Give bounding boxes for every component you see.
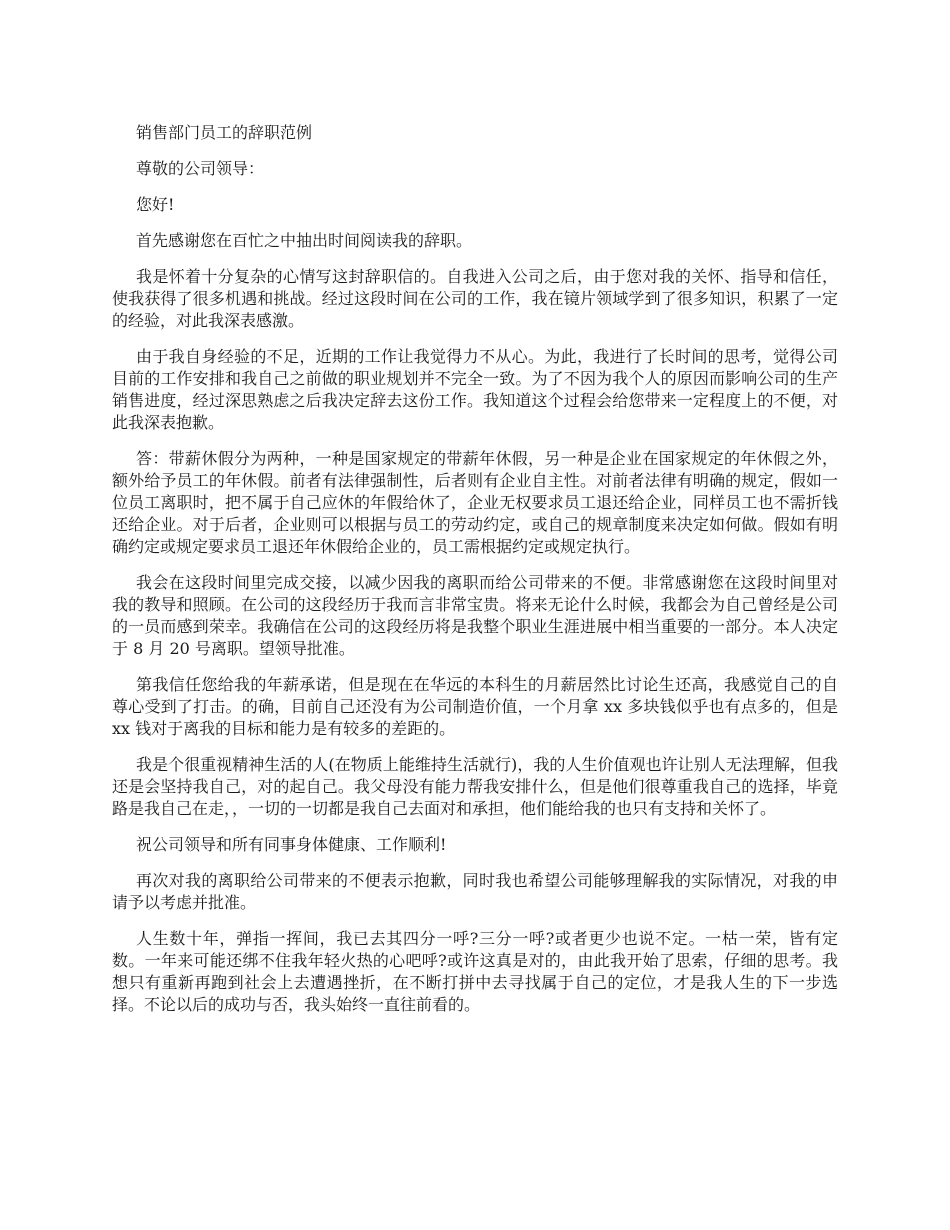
closing-wish: 祝公司领导和所有同事身体健康、工作顺利! [136, 835, 447, 854]
body-paragraph: 再次对我的离职给公司带来的不便表示抱歉，同时我也希望公司能够理解我的实际情况，对我的申请予以考虑并批准。 [112, 871, 838, 912]
body-paragraph: 我会在这段时间里完成交接，以减少因我的离职而给公司带来的不便。非常感谢您在这段时间里对我的教导和照顾。在公司的这段经历于我而言非常宝贵。将来无论什么时候，我都会为自己曾经是公司的一员而感到荣幸。我确信在公司的这段经历将是我整个职业生涯进展中相当重要的一部分。本人决定于 8 月 20 号离职。望领导批准。 [112, 573, 838, 658]
body-paragraph: 由于我自身经验的不足，近期的工作让我觉得力不从心。为此，我进行了长时间的思考，觉得公司目前的工作安排和我自己之前做的职业规划并不完全一致。为了不因为我个人的原因而影响公司的生产销售进度，经过深思熟虑之后我决定辞去这份工作。我知道这个过程会给您带来一定程度上的不便，对此我深表抱歉。 [112, 347, 838, 432]
body-paragraph: 我是怀着十分复杂的心情写这封辞职信的。自我进入公司之后，由于您对我的关怀、指导和信任，使我获得了很多机遇和挑战。经过这段时间在公司的工作，我在镜片领域学到了很多知识，积累了一定的经验，对此我深表感激。 [112, 267, 838, 330]
body-paragraph: 第我信任您给我的年薪承诺，但是现在在华远的本科生的月薪居然比讨论生还高，我感觉自己的自尊心受到了打击。的确，目前自己还没有为公司制造价值，一个月拿 xx 多块钱似乎也有点多的，但是 xx 钱对于离我的目标和能力是有较多的差距的。 [112, 675, 838, 738]
salutation: 尊敬的公司领导： [136, 159, 265, 178]
body-paragraph: 人生数十年，弹指一挥间，我已去其四分一呼?三分一呼?或者更少也说不定。一枯一荣，皆有定数。一年来可能还绑不住我年轻火热的心吧呼?或许这真是对的，由此我开始了思索，仔细的思考。我想只有重新再跑到社会上去遭遇挫折，在不断打拼中去寻找属于自己的定位，才是我人生的下一步选择。不论以后的成功与否，我头始终一直往前看的。 [112, 929, 838, 1014]
document-title: 销售部门员工的辞职范例 [136, 123, 313, 142]
body-paragraph: 我是个很重视精神生活的人(在物质上能维持生活就行)，我的人生价值观也许让别人无法理解，但我还是会坚持我自己，对的起自己。我父母没有能力帮我安排什么，但是他们很尊重我自己的选择，毕竟路是我自己在走，，一切的一切都是我自己去面对和承担，他们能给我的也只有支持和关怀了。 [112, 755, 838, 818]
greeting: 您好! [136, 195, 175, 214]
document-page [112, 122, 838, 1030]
body-paragraph: 答：带薪休假分为两种，一种是国家规定的带薪年休假，另一种是企业在国家规定的年休假之外，额外给予员工的年休假。前者有法律强制性，后者则有企业自主性。对前者法律有明确的规定，假如一位员工离职时，把不属于自己应休的年假给休了，企业无权要求员工退还给企业，同样员工也不需折钱还给企业。对于后者，企业则可以根据与员工的劳动约定，或自己的规章制度来决定如何做。假如有明确约定或规定要求员工退还年休假给企业的，员工需根据约定或规定执行。 [112, 449, 838, 556]
body-paragraph: 首先感谢您在百忙之中抽出时间阅读我的辞职。 [136, 231, 473, 250]
